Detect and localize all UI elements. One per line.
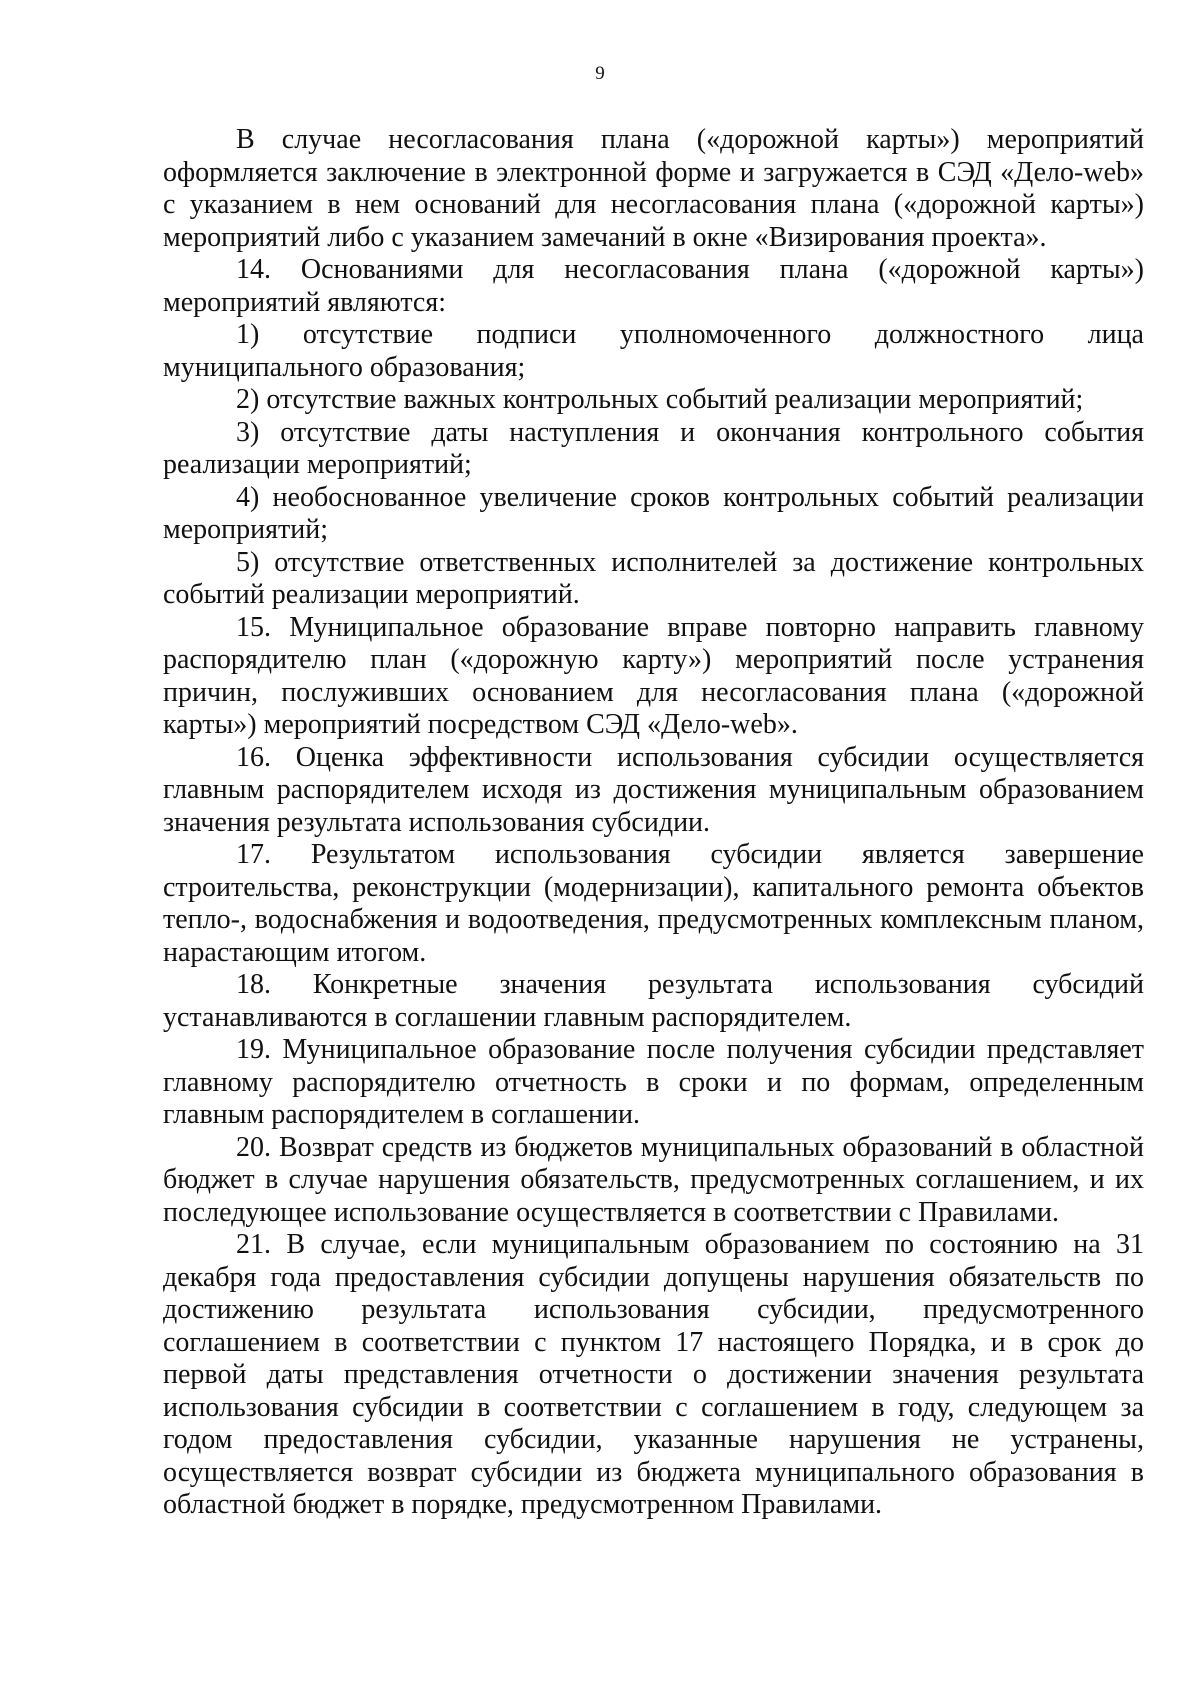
paragraph-intro: В случае несогласования плана («дорожной карты») мероприятий оформляется заключение в электронной форме и загружается в СЭД «Дело-web» с указанием в нем оснований для несогласования плана («дорожной карты») мероприятий либо с указанием замечаний в окне «Визирования проекта». bbox=[163, 124, 1144, 253]
list-item-4: 4) необоснованное увеличение сроков контрольных событий реализации мероприятий; bbox=[163, 481, 1144, 545]
list-item-1: 1) отсутствие подписи уполномоченного должностного лица муниципального образования; bbox=[163, 319, 1144, 383]
list-item-5: 5) отсутствие ответственных исполнителей за достижение контрольных событий реализации мероприятий. bbox=[163, 546, 1144, 610]
paragraph-20: 20. Возврат средств из бюджетов муниципальных образований в областной бюджет в случае нарушения обязательств, предусмотренных соглашением, и их последующее использование осуществляется в соответствии с Правилами. bbox=[163, 1131, 1144, 1228]
paragraph-14: 14. Основаниями для несогласования плана («дорожной карты») мероприятий являются: bbox=[163, 254, 1144, 318]
paragraph-19: 19. Муниципальное образование после получения субсидии представляет главному распорядителю отчетность в сроки и по формам, определенным главным распорядителем в соглашении. bbox=[163, 1034, 1144, 1130]
paragraph-16: 16. Оценка эффективности использования субсидии осуществляется главным распорядителем исходя из достижения муниципальным образованием значения результата использования субсидии. bbox=[163, 741, 1144, 838]
document-body bbox=[163, 124, 1144, 1522]
paragraph-15: 15. Муниципальное образование вправе повторно направить главному распорядителю план («дорожную карту») мероприятий после устранения причин, послуживших основанием для несогласования плана («дорожной карты») мероприятий посредством СЭД «Дело-web». bbox=[163, 611, 1144, 740]
list-item-2: 2) отсутствие важных контрольных событий реализации мероприятий; bbox=[236, 384, 1084, 415]
paragraph-21: 21. В случае, если муниципальным образованием по состоянию на 31 декабря года предоставления субсидии допущены нарушения обязательств по достижению результата использования субсидии, предусмотренного соглашением в соответствии с пунктом 17 настоящего Порядка, и в срок до первой даты представления отчетности о достижении значения результата использования субсидии в соответствии с соглашением в году, следующем за годом предоставления субсидии, указанные нарушения не устранены, осуществляется возврат субсидии из бюджета муниципального образования в областной бюджет в порядке, предусмотренном Правилами. bbox=[163, 1229, 1144, 1520]
list-item-3: 3) отсутствие даты наступления и окончания контрольного события реализации мероприятий; bbox=[163, 416, 1144, 480]
page-number: 9 bbox=[595, 63, 605, 84]
paragraph-17: 17. Результатом использования субсидии является завершение строительства, реконструкции (модернизации), капитального ремонта объектов тепло-, водоснабжения и водоотведения, предусмотренных комплексным планом, нарастающим итогом. bbox=[163, 839, 1144, 968]
paragraph-18: 18. Конкретные значения результата использования субсидий устанавливаются в соглашении главным распорядителем. bbox=[163, 969, 1144, 1033]
